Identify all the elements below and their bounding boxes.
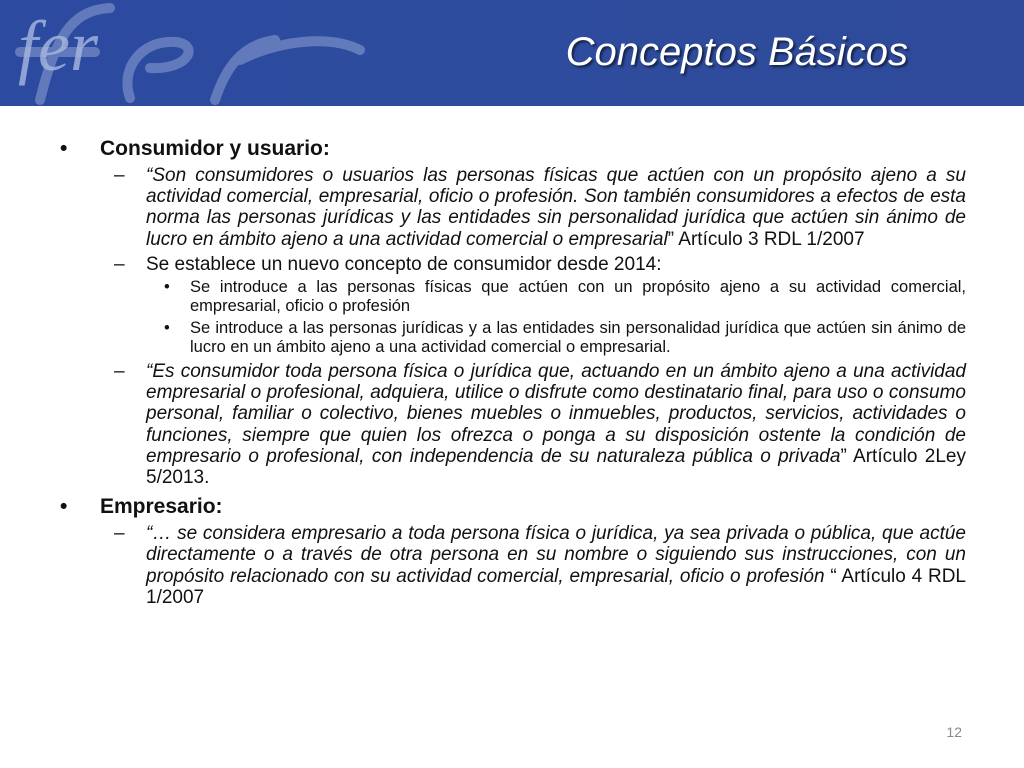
definition-rdl-2007 [60,165,966,250]
bullet-marker: • [164,319,170,338]
sub-bullet-juridicas [60,319,966,357]
dash-marker: – [114,523,125,545]
page-number: 12 [946,724,962,740]
quote-reference: ” Artículo 2Ley 5/2013. [146,445,966,489]
slide-body [60,134,966,608]
bullet-marker: • [60,137,68,160]
logo-text: fer [18,6,98,86]
nuevo-concepto-text: Se establece un nuevo concepto de consumidor desde 2014: [146,253,662,275]
sub-bullet-text: Se introduce a las personas jurídicas y a las entidades sin personalidad jurídica que actúen sin ánimo de lucro en un ámbito ajeno a una actividad comercial o empresarial. [190,319,966,357]
fer-logo [0,0,420,106]
heading-consumidor: Consumidor y usuario: [100,137,330,160]
dash-marker: – [114,165,125,186]
title-bar [0,0,1024,106]
quote-text: “Son consumidores o usuarios las personas físicas que actúen con un propósito ajeno a su actividad comercial, empresarial, oficio o profesión. Son también consumidores a efectos de esta norma las personas jurídicas y las entidades sin personalidad jurídica que actúen sin ánimo de lucro en ámbito ajeno a una actividad comercial o empresarial [146,165,966,250]
dash-marker: – [114,253,125,275]
quote-reference: “ Artículo 4 RDL 1/2007 [146,565,966,608]
slide-title: Conceptos Básicos [565,30,908,74]
definition-empresario [60,523,966,608]
nuevo-concepto [60,254,966,275]
sub-bullet-fisicas [60,278,966,316]
bullet-empresario [60,494,966,519]
sub-bullet-text: Se introduce a las personas físicas que actúen con un propósito ajeno a su actividad comercial, empresarial, oficio o profesión [190,278,966,316]
definition-ley-2013 [60,361,966,488]
quote-reference: ” Artículo 3 RDL 1/2007 [667,228,865,250]
heading-empresario: Empresario: [100,495,223,519]
bullet-marker: • [164,278,170,297]
quote-text: “Es consumidor toda persona física o jurídica que, actuando en un ámbito ajeno a una actividad empresarial o profesional, adquiera, utilice o disfrute como destinatario final, para uso o consumo personal, familiar o colectivo, bienes muebles o inmuebles, productos, servicios, actividades o funciones, siempre que quien los ofrezca o ponga a su disposición ostente la condición de empresario o profesional, con independencia de su naturaleza pública o privada [146,361,966,467]
bullet-consumidor [60,136,966,161]
bullet-marker: • [60,495,68,519]
quote-text: “… se considera empresario a toda persona física o jurídica, ya sea privada o pública, que actúe directamente o a través de otra persona en su nombre o siguiendo sus instrucciones, con un propósito relacionado con su actividad comercial, empresarial, oficio o profesión [146,523,966,587]
dash-marker: – [114,361,125,383]
